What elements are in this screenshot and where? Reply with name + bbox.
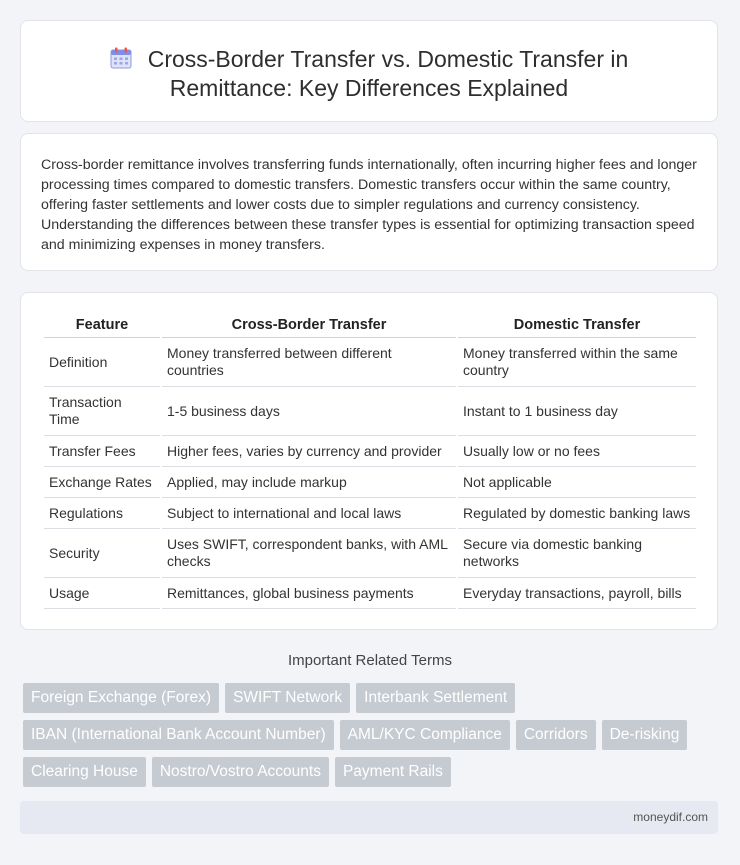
cell-cross-border: Applied, may include markup	[162, 467, 456, 498]
intro-card	[20, 133, 718, 271]
term-tag[interactable]: SWIFT Network	[225, 683, 350, 713]
cell-domestic: Regulated by domestic banking laws	[458, 498, 696, 529]
cell-feature: Security	[44, 529, 160, 578]
cell-feature: Definition	[44, 338, 160, 387]
comparison-table	[42, 313, 698, 609]
table-row	[44, 467, 696, 498]
comparison-table-card	[20, 292, 718, 630]
cell-domestic: Usually low or no fees	[458, 436, 696, 467]
table-row	[44, 338, 696, 387]
table-row	[44, 578, 696, 609]
term-tag[interactable]: Corridors	[516, 720, 596, 750]
term-tag[interactable]: De-risking	[602, 720, 688, 750]
title-line-2: Remittance: Key Differences Explained	[169, 75, 569, 101]
header-feature: Feature	[44, 313, 160, 338]
cell-cross-border: Higher fees, varies by currency and provider	[162, 436, 456, 467]
cell-domestic: Secure via domestic banking networks	[458, 529, 696, 578]
cell-domestic: Not applicable	[458, 467, 696, 498]
cell-feature: Transfer Fees	[44, 436, 160, 467]
header-domestic: Domestic Transfer	[458, 313, 696, 338]
term-tag[interactable]: Foreign Exchange (Forex)	[23, 683, 219, 713]
title-card	[20, 20, 718, 122]
table-row	[44, 529, 696, 578]
table-row	[44, 436, 696, 467]
cell-cross-border: Subject to international and local laws	[162, 498, 456, 529]
cell-cross-border: Uses SWIFT, correspondent banks, with AML checks	[162, 529, 456, 578]
cell-feature: Exchange Rates	[44, 467, 160, 498]
table-row	[44, 498, 696, 529]
term-tag[interactable]: AML/KYC Compliance	[340, 720, 510, 750]
term-tag[interactable]: IBAN (International Bank Account Number)	[23, 720, 334, 750]
cell-cross-border: Remittances, global business payments	[162, 578, 456, 609]
cell-domestic: Everyday transactions, payroll, bills	[458, 578, 696, 609]
table-header-row	[44, 313, 696, 338]
cell-feature: Usage	[44, 578, 160, 609]
header-cross-border: Cross-Border Transfer	[162, 313, 456, 338]
related-terms-heading: Important Related Terms	[288, 652, 452, 669]
term-tag[interactable]: Payment Rails	[335, 757, 451, 787]
term-tag[interactable]: Interbank Settlement	[356, 683, 515, 713]
table-row	[44, 387, 696, 436]
cell-cross-border: 1-5 business days	[162, 387, 456, 436]
term-tag[interactable]: Clearing House	[23, 757, 146, 787]
page-title	[21, 45, 717, 103]
cell-domestic: Instant to 1 business day	[458, 387, 696, 436]
cell-cross-border: Money transferred between different countries	[162, 338, 456, 387]
calendar-icon	[110, 47, 132, 69]
footer	[20, 801, 718, 834]
related-terms-tags	[23, 683, 723, 794]
cell-domestic: Money transferred within the same country	[458, 338, 696, 387]
intro-text: Cross-border remittance involves transferring funds internationally, often incurring higher fees and longer processing times compared to domestic transfers. Domestic transfers occur within the same country, offering faster settlements and lower costs due to simpler regulations and currency consistency. Understanding the differences between these transfer types is essential for optimizing transaction speed and minimizing expenses in money transfers.	[41, 157, 697, 253]
title-line-1: Cross-Border Transfer vs. Domestic Transfer in	[147, 46, 629, 72]
term-tag[interactable]: Nostro/Vostro Accounts	[152, 757, 329, 787]
cell-feature: Transaction Time	[44, 387, 160, 436]
footer-site[interactable]: moneydif.com	[633, 810, 708, 824]
cell-feature: Regulations	[44, 498, 160, 529]
